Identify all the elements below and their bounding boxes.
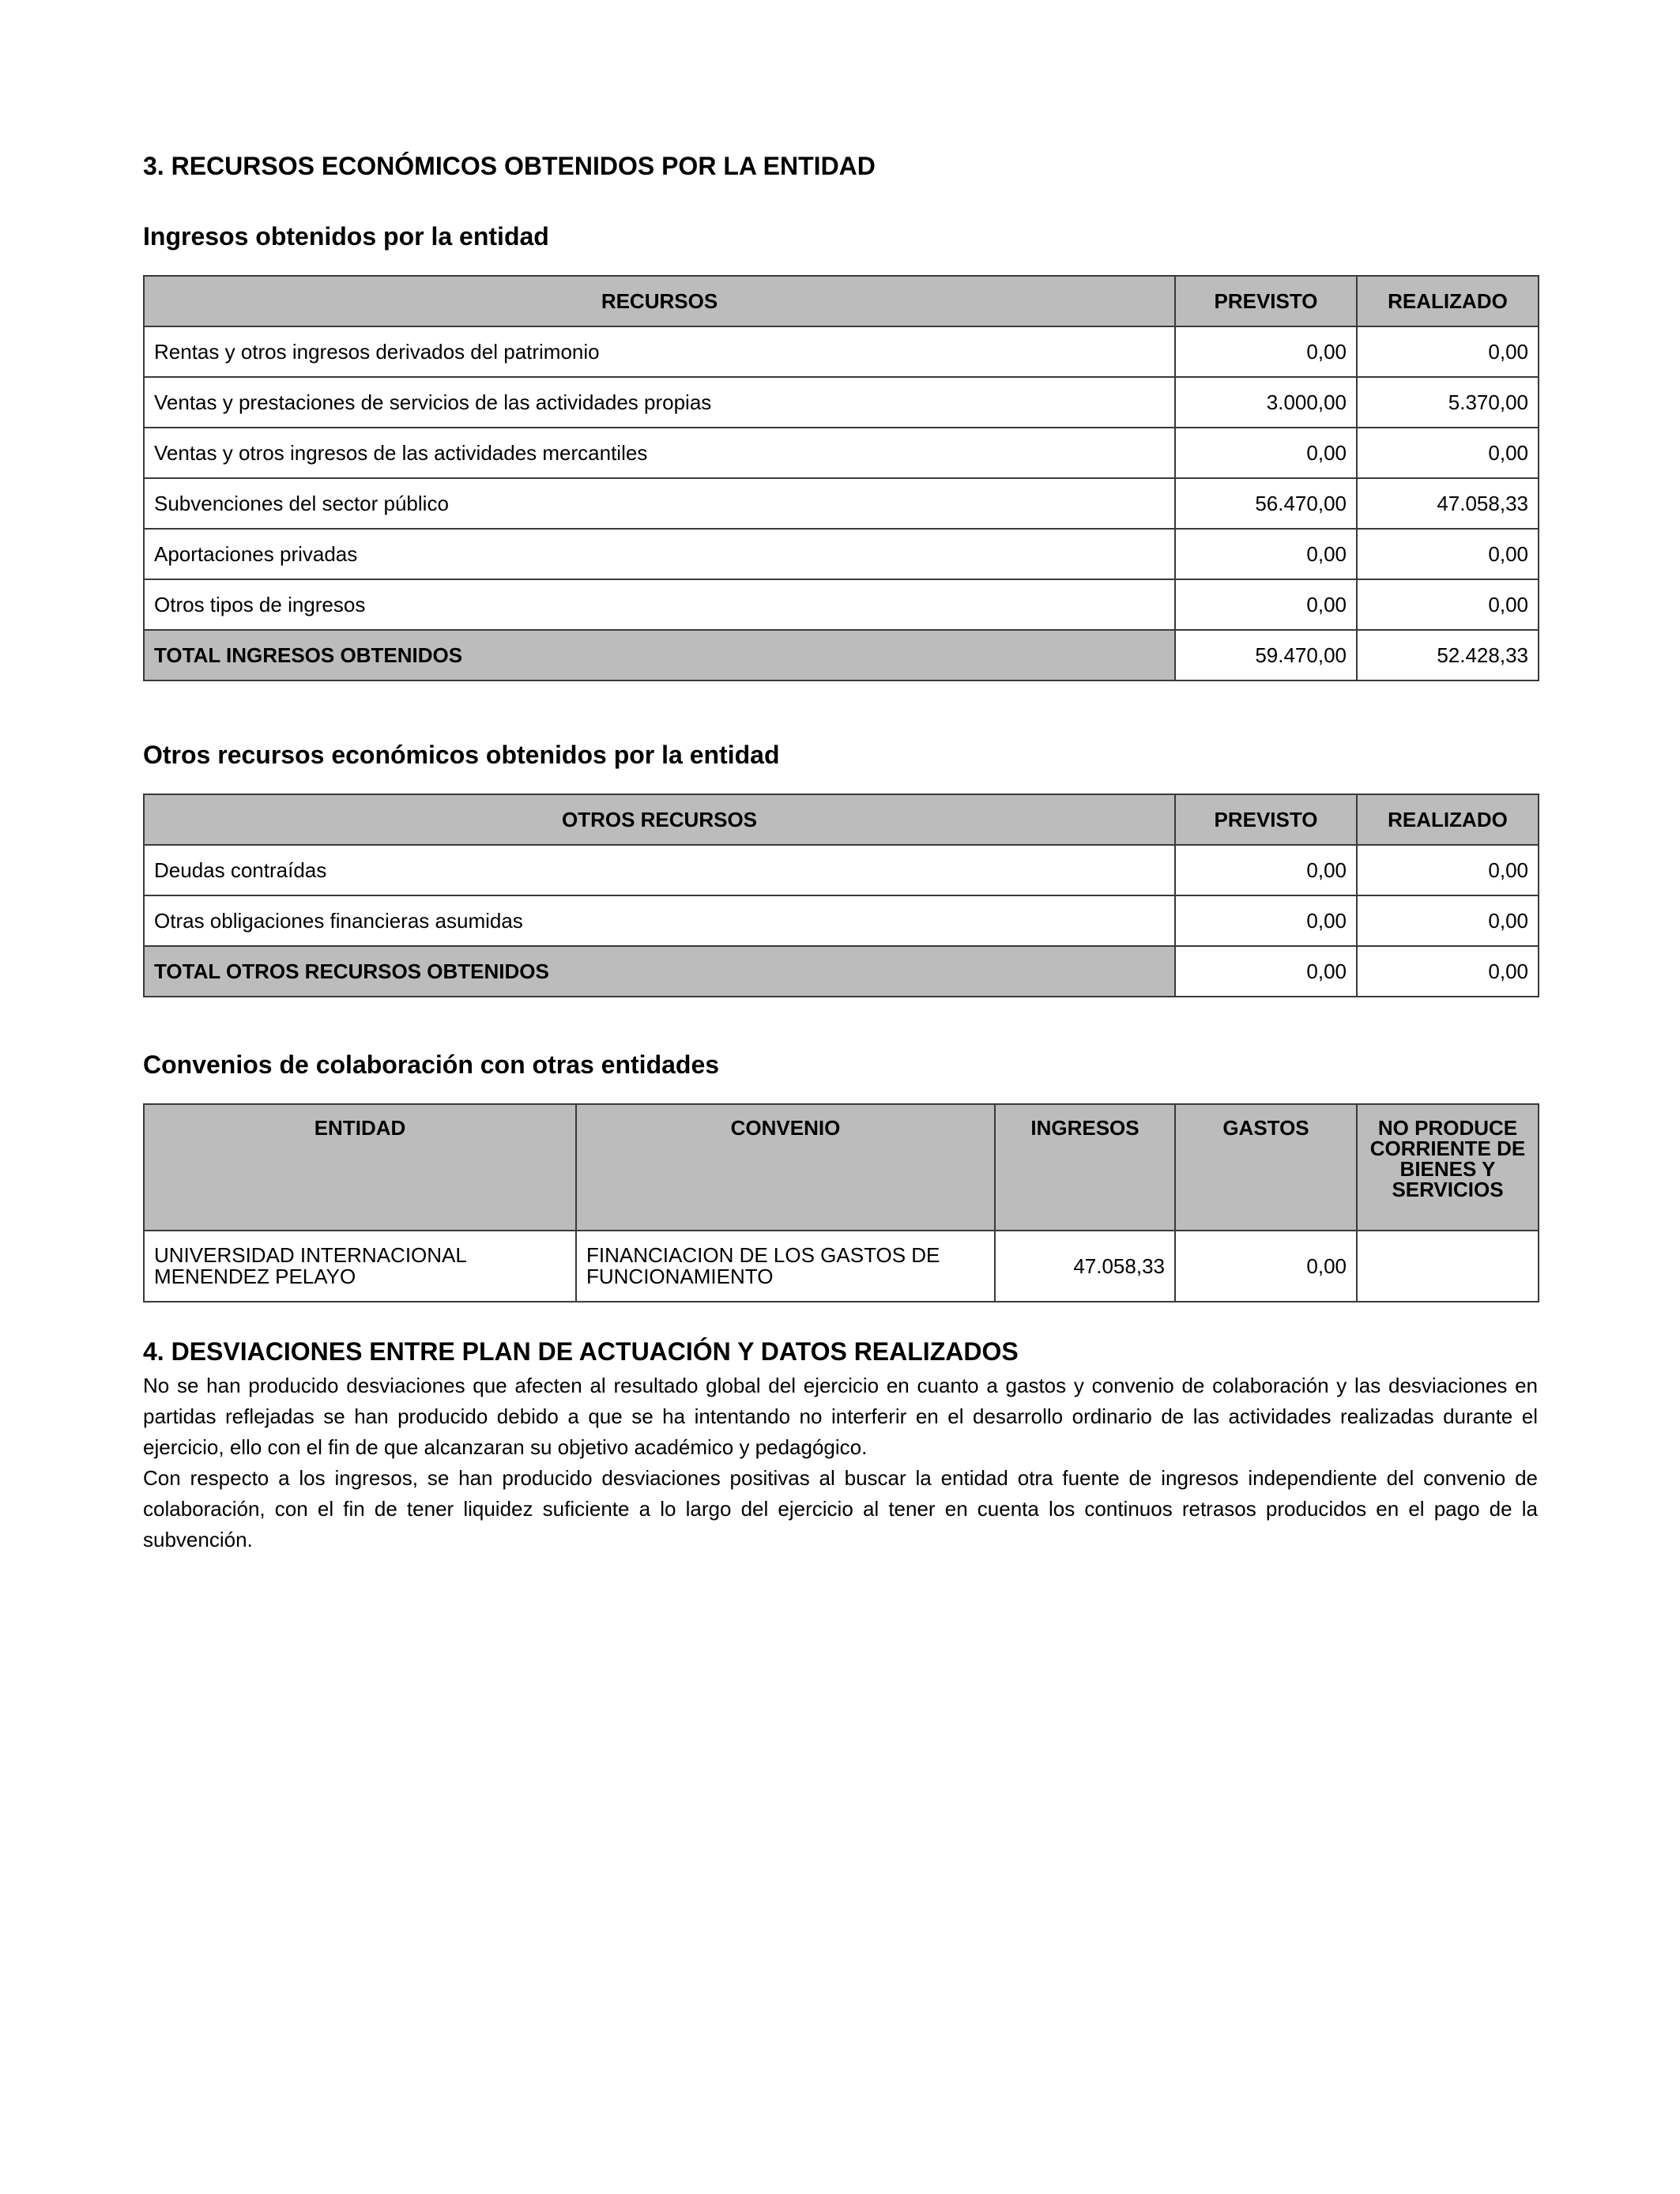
realizado-value: 0,00 [1357, 326, 1539, 377]
otros-recursos-heading: Otros recursos económicos obtenidos por la entidad [143, 741, 780, 769]
realizado-value: 0,00 [1357, 428, 1539, 478]
ingresos-table [143, 275, 1539, 681]
column-header: REALIZADO [1357, 794, 1539, 845]
column-header: REALIZADO [1357, 276, 1539, 326]
total-previsto-value: 0,00 [1175, 946, 1357, 997]
row-label: Subvenciones del sector público [144, 478, 1175, 529]
previsto-value: 3.000,00 [1175, 377, 1357, 428]
convenio-cell: FINANCIACION DE LOS GASTOS DE FUNCIONAMIENTO [576, 1231, 995, 1302]
section-3-title: 3. RECURSOS ECONÓMICOS OBTENIDOS POR LA ENTIDAD [143, 152, 876, 180]
table-row [144, 895, 1539, 946]
column-header: OTROS RECURSOS [144, 794, 1175, 845]
total-realizado-value: 0,00 [1357, 946, 1539, 997]
table-header-row [144, 276, 1539, 326]
row-label: Deudas contraídas [144, 845, 1175, 895]
convenios-heading: Convenios de colaboración con otras entidades [143, 1050, 720, 1079]
column-header: INGRESOS [995, 1104, 1175, 1231]
previsto-value: 0,00 [1175, 529, 1357, 579]
column-header: RECURSOS [144, 276, 1175, 326]
previsto-value: 0,00 [1175, 326, 1357, 377]
table-row [144, 1231, 1539, 1302]
previsto-value: 0,00 [1175, 579, 1357, 630]
table-row [144, 845, 1539, 895]
row-label: Ventas y otros ingresos de las actividades mercantiles [144, 428, 1175, 478]
realizado-value: 0,00 [1357, 529, 1539, 579]
entidad-cell: UNIVERSIDAD INTERNACIONAL MENENDEZ PELAYO [144, 1231, 576, 1302]
gastos-value: 0,00 [1175, 1231, 1357, 1302]
table-header-row [144, 1104, 1539, 1231]
realizado-value: 0,00 [1357, 845, 1539, 895]
ingresos-value: 47.058,33 [995, 1231, 1175, 1302]
table-row [144, 478, 1539, 529]
row-label: Otros tipos de ingresos [144, 579, 1175, 630]
previsto-value: 0,00 [1175, 428, 1357, 478]
column-header: NO PRODUCE CORRIENTE DE BIENES Y SERVICIOS [1357, 1104, 1539, 1231]
total-row [144, 630, 1539, 680]
column-header: CONVENIO [576, 1104, 995, 1231]
row-label: Aportaciones privadas [144, 529, 1175, 579]
previsto-value: 0,00 [1175, 845, 1357, 895]
convenios-table [143, 1103, 1539, 1302]
column-header: ENTIDAD [144, 1104, 576, 1231]
realizado-value: 0,00 [1357, 895, 1539, 946]
column-header: PREVISTO [1175, 794, 1357, 845]
no-produce-value [1357, 1231, 1539, 1302]
column-header: GASTOS [1175, 1104, 1357, 1231]
total-row [144, 946, 1539, 997]
total-label: TOTAL INGRESOS OBTENIDOS [144, 630, 1175, 680]
table-header-row [144, 794, 1539, 845]
table-row [144, 579, 1539, 630]
realizado-value: 47.058,33 [1357, 478, 1539, 529]
otros-recursos-table [143, 794, 1539, 997]
previsto-value: 0,00 [1175, 895, 1357, 946]
total-label: TOTAL OTROS RECURSOS OBTENIDOS [144, 946, 1175, 997]
total-realizado-value: 52.428,33 [1357, 630, 1539, 680]
realizado-value: 5.370,00 [1357, 377, 1539, 428]
paragraph: Con respecto a los ingresos, se han producido desviaciones positivas al buscar la entidad otra fuente de ingresos independiente del convenio de colaboración, con el fin de tener liquidez suficiente a lo largo del ejercicio al tener en cuenta los continuos retrasos producidos en el pago de la subvención. [143, 1466, 1538, 1551]
section-4-title: 4. DESVIACIONES ENTRE PLAN DE ACTUACIÓN Y DATOS REALIZADOS [143, 1337, 1019, 1366]
total-previsto-value: 59.470,00 [1175, 630, 1357, 680]
column-header: PREVISTO [1175, 276, 1357, 326]
table-row [144, 377, 1539, 428]
row-label: Ventas y prestaciones de servicios de las actividades propias [144, 377, 1175, 428]
paragraph: No se han producido desviaciones que afecten al resultado global del ejercicio en cuanto a gastos y convenio de colaboración y las desviaciones en partidas reflejadas se han producido debido a que se ha intentando no interferir en el desarrollo ordinario de las actividades realizadas durante el ejercicio, ello con el fin de que alcanzaran su objetivo académico y pedagógico. [143, 1374, 1538, 1459]
realizado-value: 0,00 [1357, 579, 1539, 630]
previsto-value: 56.470,00 [1175, 478, 1357, 529]
row-label: Rentas y otros ingresos derivados del patrimonio [144, 326, 1175, 377]
table-row [144, 428, 1539, 478]
table-row [144, 529, 1539, 579]
row-label: Otras obligaciones financieras asumidas [144, 895, 1175, 946]
table-row [144, 326, 1539, 377]
ingresos-heading: Ingresos obtenidos por la entidad [143, 222, 549, 251]
